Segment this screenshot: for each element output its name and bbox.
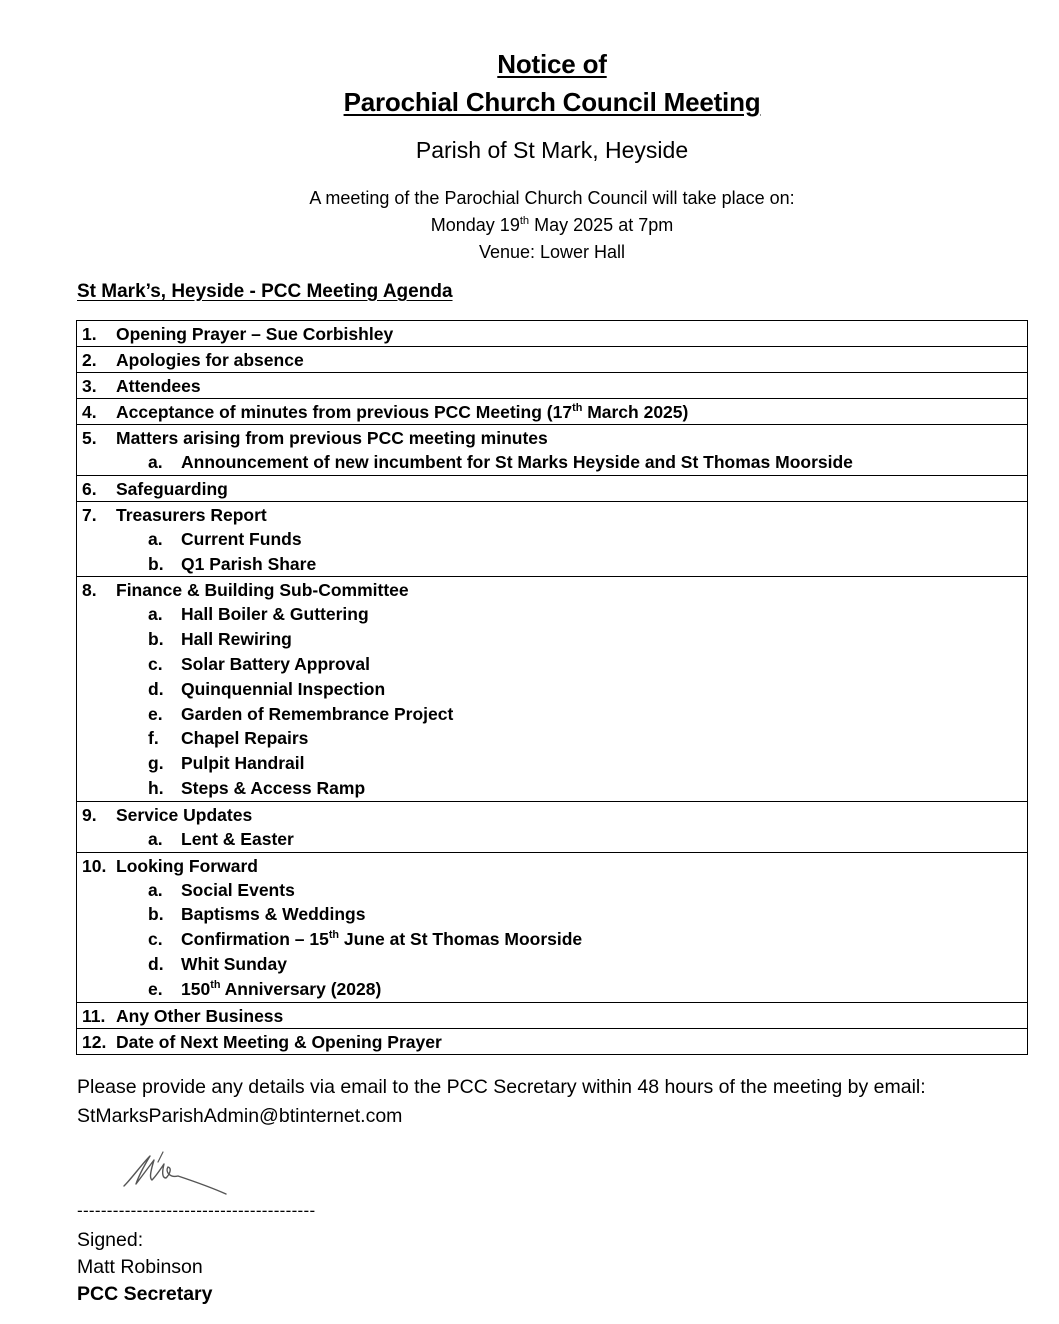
- agenda-heading: St Mark’s, Heyside - PCC Meeting Agenda: [77, 281, 453, 302]
- agenda-cell: [77, 801, 1028, 852]
- agenda-subitem: [82, 527, 1027, 552]
- agenda-subitem-letter: a.: [148, 604, 163, 625]
- agenda-subitem-text: Announcement of new incumbent for St Marks Heyside and St Thomas Moorside: [181, 452, 853, 472]
- agenda-subitem: [82, 776, 1027, 801]
- agenda-item: [82, 1030, 1027, 1054]
- meeting-date-day: Monday 19: [430, 215, 520, 235]
- footer-instructions: Please provide any details via email to the PCC Secretary within 48 hours of the meeting by email:: [77, 1076, 926, 1098]
- agenda-subitem-letter: c.: [148, 929, 163, 950]
- agenda-item-number: 7.: [82, 504, 97, 525]
- agenda-subitem-text: Social Events: [181, 879, 295, 900]
- meeting-venue: Venue: Lower Hall: [478, 242, 626, 262]
- agenda-item: [82, 803, 1027, 827]
- agenda-item-number: 10.: [82, 855, 107, 876]
- agenda-subitem-text-sup: th: [210, 978, 221, 991]
- agenda-subitem-letter: a.: [148, 828, 163, 849]
- signatory-role: PCC Secretary: [77, 1283, 213, 1305]
- agenda-subitem-letter: b.: [148, 629, 164, 650]
- agenda-subitem-text: Quinquennial Inspection: [181, 678, 386, 699]
- agenda-subitem-text: [181, 929, 582, 949]
- agenda-item-number: 8.: [82, 580, 97, 601]
- agenda-row: [77, 501, 1028, 577]
- agenda-subitem-text: Pulpit Handrail: [181, 753, 305, 774]
- agenda-item: [82, 477, 1027, 501]
- agenda-item: [82, 426, 1027, 450]
- meeting-date-rest: May 2025 at 7pm: [529, 215, 674, 235]
- agenda-item-label: [116, 402, 688, 422]
- agenda-row: [77, 577, 1028, 801]
- agenda-subitem-letter: e.: [148, 978, 163, 999]
- agenda-item: [82, 400, 1027, 424]
- agenda-item-label: Attendees: [116, 376, 201, 396]
- agenda-subitem: [82, 952, 1027, 977]
- agenda-subitem-text-end: June at St Thomas Moorside: [339, 929, 583, 950]
- agenda-cell: [77, 399, 1028, 425]
- agenda-item: [82, 322, 1027, 346]
- agenda-item-label: Finance & Building Sub-Committee: [116, 580, 409, 601]
- signatory-name: Matt Robinson: [77, 1256, 203, 1278]
- agenda-cell: [77, 321, 1028, 347]
- agenda-row: [77, 425, 1028, 476]
- agenda-subitem-text: Steps & Access Ramp: [181, 777, 366, 798]
- parish-name: Parish of St Mark, Heyside: [415, 137, 689, 163]
- agenda-subitem-text: Q1 Parish Share: [181, 553, 317, 574]
- agenda-cell: [77, 475, 1028, 501]
- agenda-cell: [77, 373, 1028, 399]
- agenda-subitem: [82, 450, 1027, 475]
- agenda-item: [82, 374, 1027, 398]
- agenda-subitem-text-sup: th: [328, 929, 340, 942]
- agenda-row: [77, 852, 1028, 1002]
- agenda-row: [77, 801, 1028, 852]
- agenda-subitem-letter: d.: [148, 953, 164, 974]
- agenda-item-label: Treasurers Report: [116, 504, 267, 525]
- agenda-item-number: 3.: [82, 376, 97, 396]
- agenda-row: [77, 321, 1028, 347]
- meeting-intro: A meeting of the Parochial Church Council will take place on:: [309, 188, 795, 208]
- agenda-subitem-letter: e.: [148, 703, 163, 724]
- agenda-subitem-letter: c.: [148, 653, 163, 674]
- agenda-subitem-letter: a.: [148, 879, 163, 900]
- agenda-subitem-text: Whit Sunday: [181, 953, 287, 974]
- agenda-item-label-main: Acceptance of minutes from previous PCC Meeting (17: [116, 402, 573, 422]
- notice-title: Notice of: [497, 49, 607, 79]
- agenda-item-number: 6.: [82, 478, 97, 499]
- agenda-subitem: [82, 627, 1027, 652]
- agenda-cell: [77, 1002, 1028, 1028]
- agenda-item-number: 4.: [82, 402, 97, 422]
- agenda-cell: [77, 577, 1028, 801]
- agenda-subitem-text: Hall Boiler & Guttering: [181, 604, 369, 625]
- agenda-row: [77, 1002, 1028, 1028]
- meeting-date: [0, 214, 1059, 236]
- footer-email[interactable]: StMarksParishAdmin@btinternet.com: [77, 1105, 403, 1127]
- agenda-cell: [77, 347, 1028, 373]
- agenda-subitem-text-main: Confirmation – 15: [181, 929, 329, 950]
- agenda-item-label-end: March 2025): [582, 402, 689, 422]
- signed-label: Signed:: [77, 1229, 144, 1251]
- agenda-subitem: [82, 652, 1027, 677]
- agenda-subitem: [82, 827, 1027, 852]
- agenda-subitem: [82, 751, 1027, 776]
- agenda-item: [82, 854, 1027, 878]
- agenda-subitem-letter: g.: [148, 753, 164, 774]
- agenda-cell: [77, 1028, 1028, 1054]
- agenda-subitem: [82, 726, 1027, 751]
- agenda-item: [82, 578, 1027, 602]
- agenda-subitem-text-end: Anniversary (2028): [220, 978, 382, 999]
- agenda-subitem-text: Garden of Remembrance Project: [181, 703, 454, 724]
- agenda-subitem-text: Chapel Repairs: [181, 728, 309, 749]
- agenda-table: [76, 320, 1028, 1055]
- meeting-title: Parochial Church Council Meeting: [343, 87, 761, 117]
- agenda-subitem-text-main: 150: [181, 978, 211, 999]
- agenda-subitem-text: Lent & Easter: [181, 828, 294, 849]
- agenda-item-label: Date of Next Meeting & Opening Prayer: [116, 1031, 442, 1052]
- agenda-subitem: [82, 878, 1027, 903]
- agenda-subitem-text: Solar Battery Approval: [181, 653, 370, 674]
- agenda-item-label-sup: th: [572, 402, 583, 415]
- agenda-subitem-letter: a.: [148, 452, 163, 472]
- agenda-item-number: 11.: [82, 1005, 106, 1026]
- agenda-row: [77, 475, 1028, 501]
- agenda-item-label: Any Other Business: [116, 1005, 284, 1026]
- agenda-item: [82, 503, 1027, 527]
- agenda-subitem-letter: a.: [148, 528, 163, 549]
- agenda-item-number: 2.: [82, 350, 97, 370]
- agenda-item-label: Apologies for absence: [116, 350, 304, 370]
- agenda-subitem-letter: f.: [148, 728, 159, 749]
- agenda-subitem: [82, 902, 1027, 927]
- agenda-row: [77, 373, 1028, 399]
- agenda-item-label: Matters arising from previous PCC meeting minutes: [116, 428, 548, 448]
- agenda-subitem-text: Baptisms & Weddings: [181, 904, 366, 925]
- agenda-item-label: Opening Prayer – Sue Corbishley: [116, 324, 394, 344]
- agenda-item-number: 5.: [82, 428, 97, 448]
- agenda-subitem-text: [181, 979, 381, 999]
- agenda-subitem: [82, 702, 1027, 727]
- agenda-subitem-text: Current Funds: [181, 528, 302, 549]
- agenda-subitem-letter: d.: [148, 678, 164, 699]
- handwritten-signature: [118, 1148, 230, 1200]
- meeting-date-suffix: th: [519, 215, 530, 227]
- agenda-subitem: [82, 927, 1027, 952]
- agenda-subitem-text: Hall Rewiring: [181, 629, 292, 650]
- agenda-row: [77, 347, 1028, 373]
- agenda-subitem-letter: b.: [148, 553, 164, 574]
- agenda-subitem: [82, 602, 1027, 627]
- agenda-item-number: 1.: [82, 324, 97, 344]
- agenda-item-label: Looking Forward: [116, 855, 258, 876]
- agenda-item-number: 9.: [82, 804, 97, 825]
- agenda-cell: [77, 852, 1028, 1002]
- agenda-item-label: Safeguarding: [116, 478, 228, 499]
- agenda-subitem: [82, 977, 1027, 1002]
- agenda-item: [82, 1004, 1027, 1028]
- agenda-item: [82, 348, 1027, 372]
- agenda-item-number: 12.: [82, 1031, 107, 1052]
- agenda-row: [77, 1028, 1028, 1054]
- agenda-subitem: [82, 677, 1027, 702]
- agenda-item-label: Service Updates: [116, 804, 253, 825]
- agenda-subitem: [82, 552, 1027, 577]
- agenda-subitem-letter: b.: [148, 904, 164, 925]
- agenda-row: [77, 399, 1028, 425]
- agenda-subitem-letter: h.: [148, 777, 164, 798]
- agenda-cell: [77, 501, 1028, 577]
- signature-line: ----------------------------------------: [77, 1201, 316, 1220]
- agenda-cell: [77, 425, 1028, 476]
